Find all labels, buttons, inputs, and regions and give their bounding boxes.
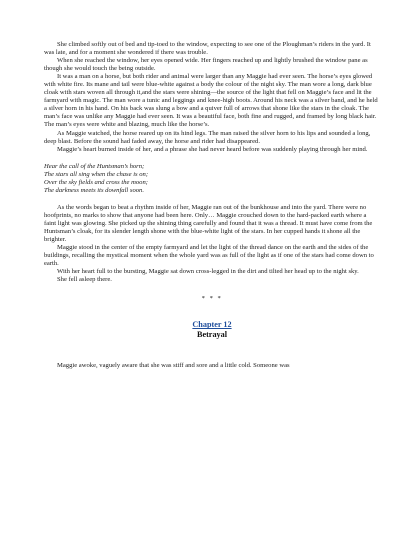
chapter-title: Betrayal (196, 330, 227, 340)
paragraph: As the words began to beat a rhythm inside of her, Maggie ran out of the bunkhouse and into the yard. There were no hoofprints, no marks to show that anyone had been here. Only… Maggie crouched down to the hard-packed earth where a faint light was glowing. She picked up the shining thing carefully and found that it was a thread. It must have come from the Huntsman’s cloak, for its slender length shone with the blue-white light of the stars. In her cupped hands it shone all the brighter. (44, 203, 373, 244)
verse-line: The stars all sing when the chase is on; (44, 170, 149, 178)
verse-line: The darkness meets its downfall soon. (44, 186, 145, 194)
verse-line: Hear the call of the Huntsman’s horn; (44, 162, 145, 170)
verse-block (44, 163, 380, 195)
paragraph: It was a man on a horse, but both rider and animal were larger than any Maggie had ever seen. The horse’s eyes glowed with white fire. Its mane and tail were blue-white against a body the colour of the night sky. The man wore a long, dark blue cloak with stars woven all through it,and the stars were shining—the source of the light that fell on Maggie’s face and lit the farmyard with magic. The man wore a tunic and leggings and knee-high boots. Around his neck was a silver band, and he held a silver horn in his hand. On his back was slung a bow and a quiver full of arrows that shone like the stars in the cloak. The man’s face was unlike any Maggie had ever seen. It was a beautiful face, both fine and rugged, and framed by long black hair. The man’s eyes were white and blazing, much like the horse’s. (44, 73, 378, 129)
book-page (44, 41, 380, 370)
verse-line: Over the sky fields and cross the moon; (44, 178, 148, 186)
scene-break: * * * (201, 295, 223, 303)
paragraph: Maggie’s heart burned inside of her, and a phrase she had never heard before was suddenly playing through her mind. (57, 145, 368, 153)
paragraph: With her heart full to the bursting, Maggie sat down cross-legged in the dirt and tilted her head up to the night sky. (57, 268, 359, 276)
paragraph: When she reached the window, her eyes opened wide. Her fingers reached up and lightly brushed the window pane as though she would touch the being outside. (44, 57, 368, 73)
paragraph: Maggie awoke, vaguely aware that she was stiff and sore and a little cold. Someone was (57, 362, 290, 370)
chapter-heading (44, 320, 380, 340)
paragraph: She fell asleep there. (57, 276, 112, 284)
paragraph: She climbed softly out of bed and tip-toed to the window, expecting to see one of the Ploughman’s riders in the yard. It was late, and for a moment she wondered if there was trouble. (44, 41, 371, 57)
paragraph: As Maggie watched, the horse reared up on its hind legs. The man raised the silver horn to his lips and sounded a long, deep blast. Before the sound had faded away, the horse and rider had disappeared. (44, 129, 371, 145)
chapter-number-link[interactable]: Chapter 12 (192, 320, 232, 330)
paragraph: Maggie stood in the center of the empty farmyard and let the light of the thread dance on the earth and the sides of the buildings, recalling the mystical moment when the whole yard was as full of the light as if one of the stars had come down to earth. (44, 244, 374, 268)
